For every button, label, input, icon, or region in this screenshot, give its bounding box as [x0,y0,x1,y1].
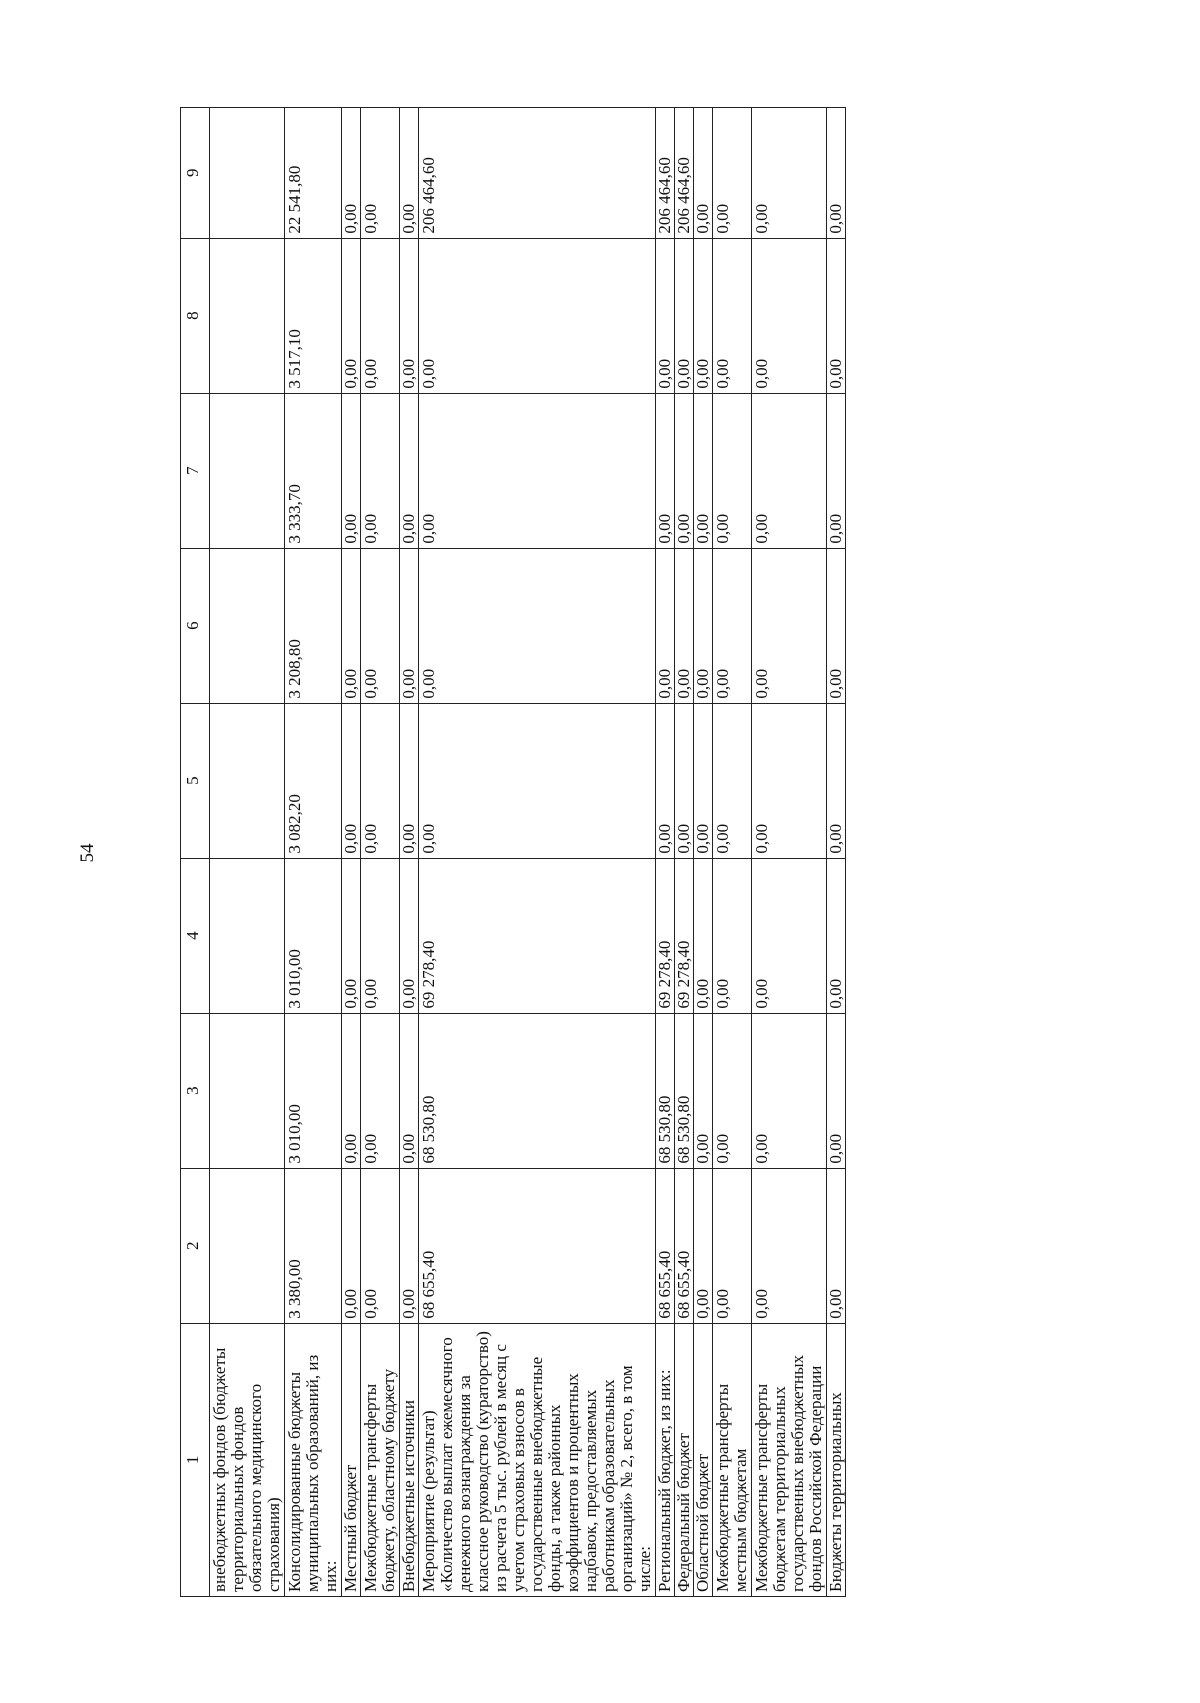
table-cell: 0,00 [694,1013,713,1168]
row-label: внебюджетных фондов (бюджеты территориальных фондов обязательного медицинского страхования) [210,1323,285,1596]
table-cell: 0,00 [713,393,752,548]
table-cell: 3 010,00 [285,1013,342,1168]
table-cell: 0,00 [419,238,656,393]
table-cell: 0,00 [675,703,694,858]
table-cell: 0,00 [694,858,713,1013]
table-cell: 68 530,80 [419,1013,656,1168]
table-cell: 0,00 [827,108,846,239]
table-cell [210,108,285,239]
table-cell [210,548,285,703]
table-cell: 0,00 [656,548,675,703]
table-cell [210,393,285,548]
table-cell: 0,00 [752,703,827,858]
table-cell: 0,00 [694,108,713,239]
table-cell [210,703,285,858]
table-cell: 0,00 [361,238,400,393]
table-cell: 0,00 [713,703,752,858]
table-cell: 0,00 [419,703,656,858]
table-cell: 0,00 [713,548,752,703]
table-cell: 0,00 [713,1013,752,1168]
table-cell: 69 278,40 [656,858,675,1013]
table-row [400,108,419,1597]
row-label: Бюджеты территориальных [827,1323,846,1596]
rotated-page-content [180,107,1200,1597]
table-cell [210,238,285,393]
table-cell: 0,00 [675,393,694,548]
row-label: Внебюджетные источники [400,1323,419,1596]
table-cell: 0,00 [400,393,419,548]
row-label: Межбюджетные трансферты бюджету, областному бюджету [361,1323,400,1596]
table-cell: 3 333,70 [285,393,342,548]
table-cell: 0,00 [694,238,713,393]
column-header: 1 [181,1323,210,1596]
row-label: Консолидированные бюджеты муниципальных образований, из них: [285,1323,342,1596]
table-cell: 0,00 [342,393,361,548]
table-cell: 3 517,10 [285,238,342,393]
table-row [419,108,656,1597]
table-cell: 0,00 [827,1013,846,1168]
table-cell: 0,00 [342,703,361,858]
table-cell: 0,00 [419,548,656,703]
row-label: Областной бюджет [694,1323,713,1596]
table-cell: 0,00 [675,238,694,393]
table-cell: 0,00 [656,393,675,548]
table-cell: 0,00 [752,548,827,703]
table-cell: 0,00 [752,238,827,393]
table-cell: 0,00 [361,703,400,858]
table-cell [210,1013,285,1168]
table-row [827,108,846,1597]
column-header: 2 [181,1168,210,1323]
table-cell: 0,00 [361,1013,400,1168]
table-cell: 0,00 [361,1168,400,1323]
table-cell: 0,00 [827,548,846,703]
table-cell: 0,00 [656,703,675,858]
table-cell: 0,00 [361,858,400,1013]
table-cell: 0,00 [361,393,400,548]
table-cell: 3 208,80 [285,548,342,703]
table-cell: 0,00 [827,1168,846,1323]
table-cell: 0,00 [400,1013,419,1168]
table-cell: 0,00 [361,108,400,239]
row-label: Федеральный бюджет [675,1323,694,1596]
table-cell: 22 541,80 [285,108,342,239]
table-row [210,108,285,1597]
column-header: 3 [181,1013,210,1168]
table-cell: 0,00 [827,858,846,1013]
table-cell: 68 655,40 [656,1168,675,1323]
table-cell: 0,00 [694,1168,713,1323]
table-cell: 0,00 [361,548,400,703]
table-cell: 0,00 [400,1168,419,1323]
table-cell: 0,00 [694,703,713,858]
table-cell: 69 278,40 [419,858,656,1013]
table-cell: 0,00 [713,238,752,393]
table-cell: 0,00 [400,703,419,858]
table-cell: 0,00 [752,1013,827,1168]
column-header: 5 [181,703,210,858]
table-cell: 0,00 [656,238,675,393]
table-row [361,108,400,1597]
table-cell: 206 464,60 [656,108,675,239]
budget-table [180,107,846,1597]
table-cell: 0,00 [675,548,694,703]
table-cell: 0,00 [694,548,713,703]
table-cell: 68 655,40 [419,1168,656,1323]
table-cell: 0,00 [342,238,361,393]
table-cell: 0,00 [752,393,827,548]
page-number: 54 [77,843,98,863]
table-cell: 0,00 [342,108,361,239]
table-cell [210,1168,285,1323]
row-label: Межбюджетные трансферты местным бюджетам [713,1323,752,1596]
table-row [656,108,675,1597]
table-cell: 3 082,20 [285,703,342,858]
table-row [675,108,694,1597]
table-cell: 0,00 [713,858,752,1013]
table-header-row [181,108,210,1597]
table-cell: 206 464,60 [675,108,694,239]
row-label: Межбюджетные трансферты бюджетам территориальных государственных внебюджетных фондов Российской Федерации [752,1323,827,1596]
table-cell: 0,00 [713,1168,752,1323]
table-cell: 68 655,40 [675,1168,694,1323]
table-cell: 0,00 [342,548,361,703]
table-cell: 68 530,80 [675,1013,694,1168]
table-cell: 0,00 [400,858,419,1013]
table-cell: 0,00 [342,1168,361,1323]
table-cell: 0,00 [752,108,827,239]
table-row [752,108,827,1597]
row-label: Местный бюджет [342,1323,361,1596]
table-cell: 3 010,00 [285,858,342,1013]
column-header: 6 [181,548,210,703]
column-header: 4 [181,858,210,1013]
table-cell: 0,00 [752,858,827,1013]
table-row [285,108,342,1597]
table-cell: 0,00 [419,393,656,548]
column-header: 9 [181,108,210,239]
column-header: 8 [181,238,210,393]
column-header: 7 [181,393,210,548]
table-cell: 0,00 [400,548,419,703]
table-cell: 0,00 [400,238,419,393]
table-cell: 0,00 [713,108,752,239]
row-label: Мероприятие (результат) «Количество выплат ежемесячного денежного вознаграждения за классное руководство (кураторство) из расчета 5 тыс. рублей в месяц с учетом страховых взносов в государственные внебюджетные фонды, а также районных коэффициентов и процентных надбавок, предоставляемых работникам образовательных организаций» № 2, всего, в том числе: [419,1323,656,1596]
table-row [713,108,752,1597]
table-row [342,108,361,1597]
table-cell: 0,00 [827,703,846,858]
table-cell: 0,00 [342,858,361,1013]
table-cell: 3 380,00 [285,1168,342,1323]
table-cell: 206 464,60 [419,108,656,239]
table-cell: 0,00 [694,393,713,548]
table-cell: 0,00 [752,1168,827,1323]
table-cell: 0,00 [827,393,846,548]
table-row [694,108,713,1597]
table-cell: 68 530,80 [656,1013,675,1168]
table-cell [210,858,285,1013]
table-cell: 0,00 [827,238,846,393]
table-cell: 69 278,40 [675,858,694,1013]
table-cell: 0,00 [400,108,419,239]
row-label: Региональный бюджет, из них: [656,1323,675,1596]
table-cell: 0,00 [342,1013,361,1168]
